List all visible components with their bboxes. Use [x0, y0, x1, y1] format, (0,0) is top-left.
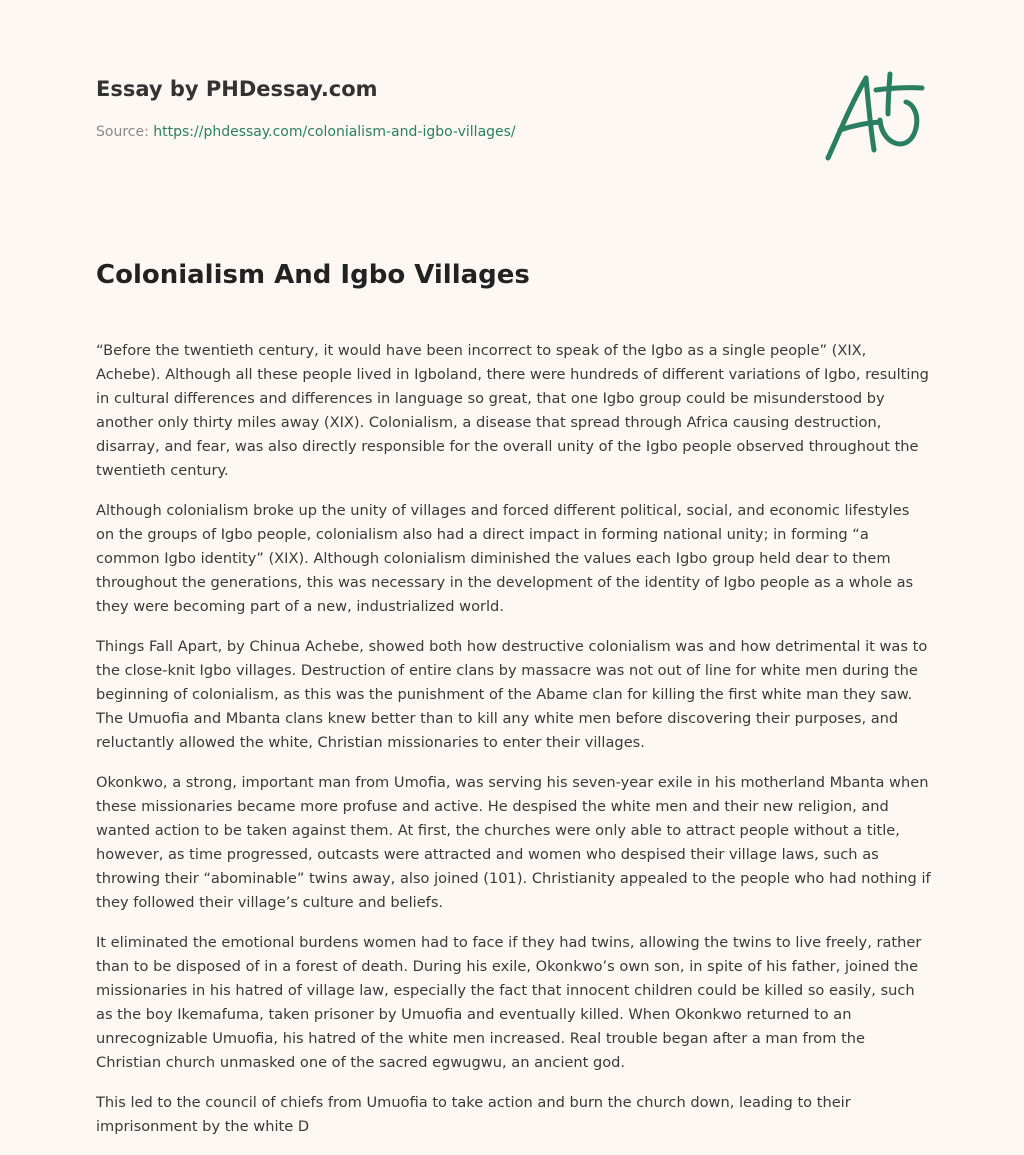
source-label: Source:: [96, 124, 154, 140]
essay-paragraph: It eliminated the emotional burdens women had to face if they had twins, allowing the twins to live freely, rather than to be disposed of in a forest of death. During his exile, Okonkwo’s own son, in spite of his father, joined the missionaries in his hatred of village law, especially the fact that innocent children could be killed so easily, such as the boy Ikemafuma, taken prisoner by Umuofia and eventually killed. When Okonkwo returned to an unrecognizable Umuofia, his hatred of the white men increased. Real trouble began after a man from the Christian church unmasked one of the sacred egwugwu, an ancient god.: [96, 934, 922, 1071]
essay-title: Colonialism And Igbo Villages: [96, 260, 530, 290]
essay-paragraph: This led to the council of chiefs from Umuofia to take action and burn the church down, leading to their imprisonment by the white D: [96, 1094, 851, 1135]
essay-body: [96, 339, 932, 1155]
essay-paragraph: “Before the twentieth century, it would have been incorrect to speak of the Igbo as a single people” (XIX, Achebe). Although all these people lived in Igboland, there were hundreds of different variations of Igbo, resulting in cultural differences and differences in language so great, that one Igbo group could be misunderstood by another only thirty miles away (XIX). Colonialism, a disease that spread through Africa causing destruction, disarray, and fear, was also directly responsible for the overall unity of the Igbo people observed throughout the twentieth century.: [96, 342, 929, 479]
essay-paragraph: Things Fall Apart, by Chinua Achebe, showed both how destructive colonialism was and how detrimental it was to the close-knit Igbo villages. Destruction of entire clans by massacre was not out of line for white men during the beginning of colonialism, as this was the punishment of the Abame clan for killing the first white man they saw. The Umuofia and Mbanta clans knew better than to kill any white men before discovering their purposes, and reluctantly allowed the white, Christian missionaries to enter their villages.: [96, 638, 928, 751]
site-title: Essay by PHDessay.com: [96, 77, 378, 101]
essay-paragraph: Although colonialism broke up the unity of villages and forced different political, social, and economic lifestyles on the groups of Igbo people, colonialism also had a direct impact in forming national unity; in forming “a common Igbo identity” (XIX). Although colonialism diminished the values each Igbo group held dear to them throughout the generations, this was necessary in the development of the identity of Igbo people as a whole as they were becoming part of a new, industrialized world.: [96, 502, 914, 615]
source-link[interactable]: https://phdessay.com/colonialism-and-igbo-villages/: [153, 124, 516, 140]
essay-paragraph: Okonkwo, a strong, important man from Umofia, was serving his seven-year exile in his motherland Mbanta when these missionaries became more profuse and active. He despised the white men and their new religion, and wanted action to be taken against them. At first, the churches were only able to attract people without a title, however, as time progressed, outcasts were attracted and women who despised their village laws, such as throwing their “abominable” twins away, also joined (101). Christianity appealed to the people who had nothing if they followed their village’s culture and beliefs.: [96, 774, 931, 911]
a-plus-logo-icon: [818, 66, 930, 166]
source-line: [96, 122, 796, 142]
essay-header: [96, 74, 796, 142]
